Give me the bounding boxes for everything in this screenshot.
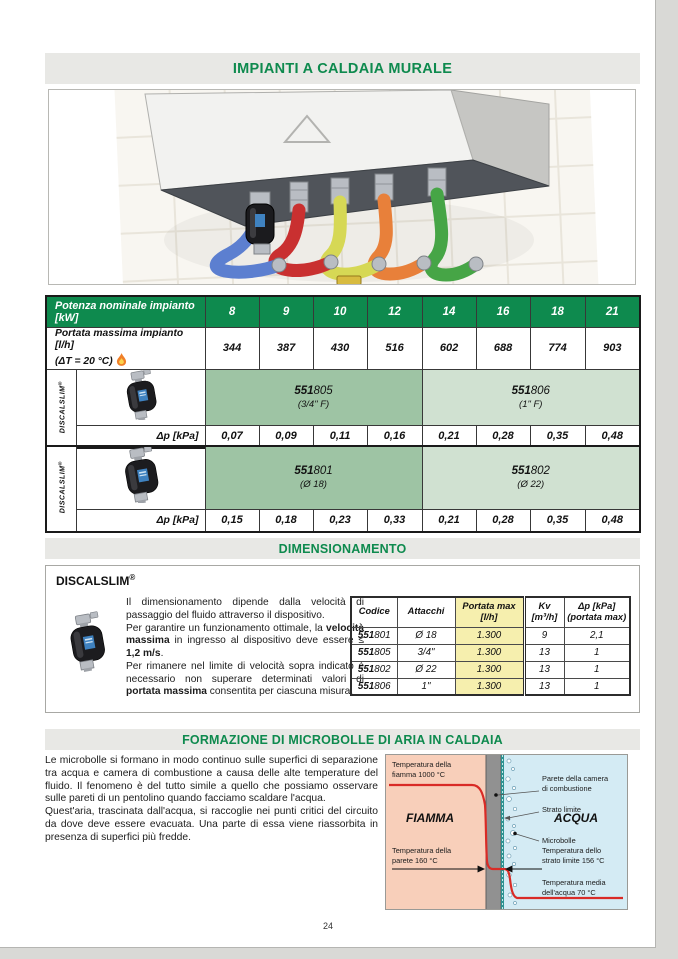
sizing-header-row <box>351 597 630 627</box>
discalslim-product-image <box>58 602 116 687</box>
flow-label: Portata massima impianto [l/h] (ΔT = 20 °C) <box>46 327 205 370</box>
power-value: 14 <box>422 296 476 327</box>
attacchi-cell: Ø 22 <box>397 661 455 678</box>
acqua-label: ACQUA <box>554 811 598 825</box>
boundary-layer-label: Strato limite <box>542 805 582 814</box>
wall-temp-label: Temperatura della parete 160 °C <box>392 846 452 865</box>
dp-cell: 1 <box>564 661 630 678</box>
dimensionamento-title-bar <box>45 538 640 559</box>
dp-value: 0,23 <box>313 509 367 532</box>
product-code-cell: 551801 (Ø 18) <box>205 446 422 509</box>
product-name: DISCALSLIM® <box>56 573 136 588</box>
sizing-row <box>351 661 630 678</box>
attacchi-cell: Ø 18 <box>397 627 455 644</box>
dp-value: 0,21 <box>422 426 476 448</box>
dp-value: 0,07 <box>205 426 259 448</box>
codice-cell: 551801 <box>351 627 397 644</box>
page-number: 24 <box>322 921 333 931</box>
water-temp-label: Temperatura media dell'acqua 70 °C <box>542 878 606 897</box>
dimensionamento-title: DIMENSIONAMENTO <box>278 541 407 556</box>
dimensionamento-paragraph: Il dimensionamento dipende dalla velocità di passaggio del fluido attraverso il dispositivo. Per garantire un funzionamento ottimale, la velocità massima in ingresso al dispositivo deve essere ≤ 1,2 m/s. Per rimanere nel limite di velocità sopra indicato è necessario non superare determinati valori di portata massima consentita per ciascuna misura. <box>126 597 364 698</box>
power-value: 9 <box>259 296 313 327</box>
attacchi-cell: 3/4" <box>397 644 455 661</box>
flow-value: 774 <box>530 327 585 370</box>
product-code-cell: 551806 (1" F) <box>422 370 640 426</box>
sizing-row <box>351 678 630 695</box>
power-value: 10 <box>313 296 367 327</box>
product-image-cell <box>76 370 205 426</box>
product-code-cell: 551805 (3/4" F) <box>205 370 422 426</box>
dp-value: 0,28 <box>476 509 530 532</box>
kv-cell: 13 <box>524 644 564 661</box>
portata-cell: 1.300 <box>455 678 524 695</box>
sizing-row <box>351 644 630 661</box>
dp-cell: 1 <box>564 644 630 661</box>
flow-value: 688 <box>476 327 530 370</box>
dp-label: Δp [kPa] <box>76 509 205 532</box>
power-value: 18 <box>530 296 585 327</box>
dp-value: 0,48 <box>585 426 640 448</box>
power-value: 16 <box>476 296 530 327</box>
dp-value: 0,21 <box>422 509 476 532</box>
attacchi-cell: 1" <box>397 678 455 695</box>
dp-row <box>46 509 640 532</box>
col-attacchi: Attacchi <box>397 597 455 627</box>
flame-icon <box>116 353 127 366</box>
microbubbles-label: Microbolle <box>542 836 576 845</box>
dp-value: 0,09 <box>259 426 313 448</box>
combustion-wall-label: Parete della camera di combustione <box>542 774 609 793</box>
kv-cell: 13 <box>524 661 564 678</box>
power-value: 21 <box>585 296 640 327</box>
flow-value: 430 <box>313 327 367 370</box>
col-dp: Δp [kPa] (portata max) <box>564 597 630 627</box>
power-value: 8 <box>205 296 259 327</box>
col-portata-max: Portata max [l/h] <box>455 597 524 627</box>
flow-value: 344 <box>205 327 259 370</box>
dp-value: 0,35 <box>530 509 585 532</box>
dp-value: 0,35 <box>530 426 585 448</box>
dp-label: Δp [kPa] <box>76 426 205 448</box>
product-row <box>46 370 640 426</box>
codice-cell: 551802 <box>351 661 397 678</box>
codice-cell: 551806 <box>351 678 397 695</box>
sizing-row <box>351 627 630 644</box>
power-header-row <box>46 296 640 327</box>
discalslim-product-image <box>108 447 174 503</box>
flow-value: 602 <box>422 327 476 370</box>
dp-value: 0,33 <box>367 509 422 532</box>
fiamma-label: FIAMMA <box>406 811 454 825</box>
dp-cell: 1 <box>564 678 630 695</box>
portata-cell: 1.300 <box>455 644 524 661</box>
sizing-table <box>350 596 631 696</box>
boiler-illustration <box>48 89 636 285</box>
dp-value: 0,48 <box>585 509 640 532</box>
dp-value: 0,16 <box>367 426 422 448</box>
kv-cell: 9 <box>524 627 564 644</box>
dp-cell: 2,1 <box>564 627 630 644</box>
col-codice: Codice <box>351 597 397 627</box>
main-title-bar <box>45 53 640 84</box>
portata-cell: 1.300 <box>455 627 524 644</box>
product-code-cell: 551802 (Ø 22) <box>422 446 640 509</box>
discalslim-product-image <box>110 370 172 420</box>
side-label-cell: DISCALSLIM® <box>46 370 76 448</box>
flow-value: 387 <box>259 327 313 370</box>
boiler-drawing <box>49 90 636 285</box>
side-label-cell: DISCALSLIM® <box>46 446 76 532</box>
boiler-wall-diagram <box>385 754 628 910</box>
dimensionamento-box <box>45 565 640 713</box>
codice-cell: 551805 <box>351 644 397 661</box>
portata-cell: 1.300 <box>455 661 524 678</box>
product-row <box>46 446 640 509</box>
col-kv: Kv [m³/h] <box>524 597 564 627</box>
power-value: 12 <box>367 296 422 327</box>
formazione-title: FORMAZIONE DI MICROBOLLE DI ARIA IN CALDAIA <box>182 732 503 747</box>
dp-value: 0,11 <box>313 426 367 448</box>
main-title: IMPIANTI A CALDAIA MURALE <box>232 60 453 77</box>
discalslim-compression-table <box>45 445 641 533</box>
boundary-temp-label: Temperatura dello strato limite 156 °C <box>542 846 605 865</box>
flow-row <box>46 327 640 370</box>
flow-value: 516 <box>367 327 422 370</box>
power-label: Potenza nominale impianto [kW] <box>46 296 205 327</box>
dp-value: 0,18 <box>259 509 313 532</box>
formazione-paragraph: Le microbolle si formano in modo continuo sulle superfici di separazione tra acqua e camera di combustione a causa delle alte temperature del fluido. Il fenomeno è del tutto simile a quello che possiamo osservare sulle pareti di un pentolino quando facciamo scaldare l'acqua. Quest'aria, trascinata dall'acqua, si raccoglie nei punti critici del circuito da dove deve essere evacuata. Una parte di essa viene riassorbita in presenza di superfici più fredde. <box>45 755 378 843</box>
dp-value: 0,15 <box>205 509 259 532</box>
product-image-cell <box>76 446 205 509</box>
power-flow-table <box>45 295 641 449</box>
kv-cell: 13 <box>524 678 564 695</box>
flame-temp-label: Temperatura della fiamma 1000 °C <box>392 760 452 779</box>
flow-value: 903 <box>585 327 640 370</box>
dp-value: 0,28 <box>476 426 530 448</box>
formazione-title-bar <box>45 729 640 750</box>
